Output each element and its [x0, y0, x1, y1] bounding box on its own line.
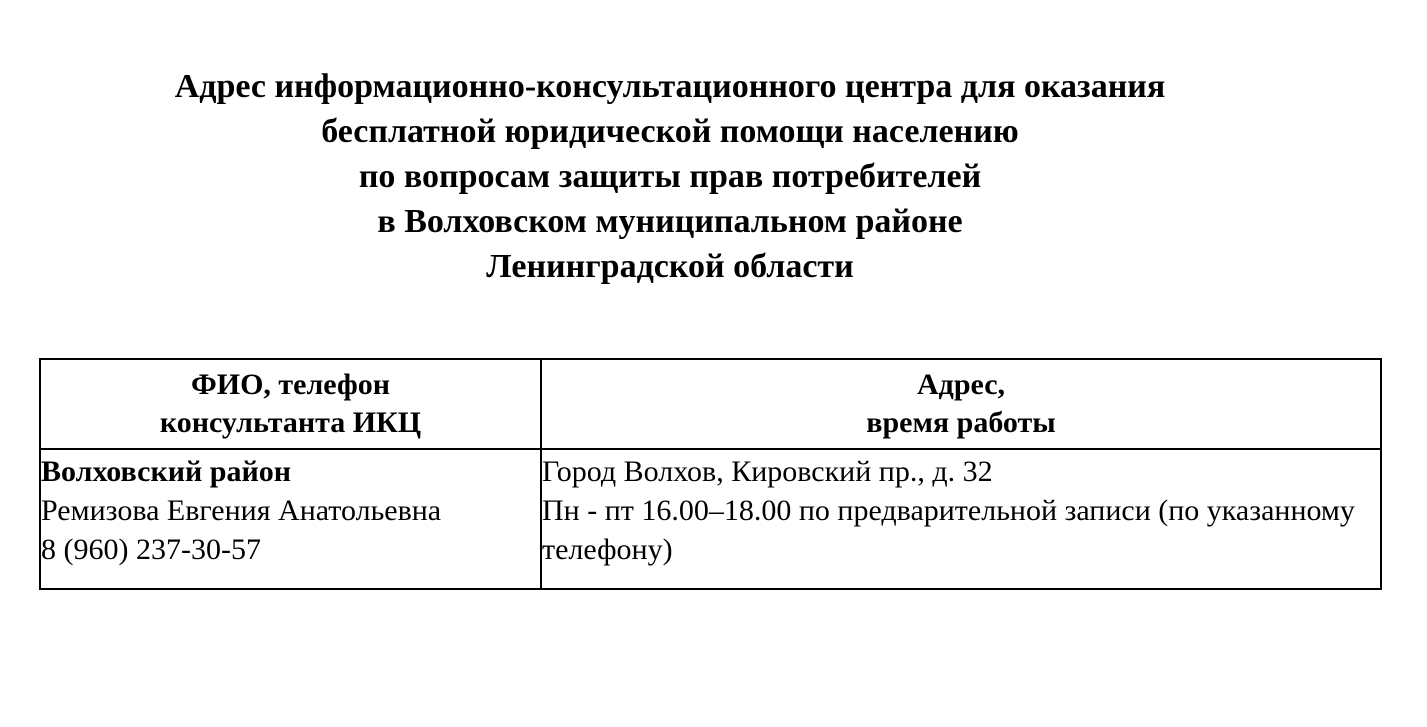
table-header-row — [40, 359, 1381, 449]
consultant-name: Ремизова Евгения Анатольевна — [41, 494, 442, 527]
title-line-5: Ленинградской области — [486, 248, 854, 285]
title-line-4: в Волховском муниципальном районе — [377, 203, 963, 240]
consultant-phone: 8 (960) 237-30-57 — [41, 533, 261, 566]
title-line-2: бесплатной юридической помощи населению — [321, 113, 1019, 150]
title-line-3: по вопросам защиты прав потребителей — [358, 158, 982, 195]
header-address-line-2: время работы — [866, 406, 1056, 439]
table-row — [40, 449, 1381, 589]
address-cell — [541, 449, 1381, 589]
consultation-center-table — [39, 358, 1382, 590]
consultant-cell — [40, 449, 541, 589]
header-address-line-1: Адрес, — [916, 368, 1006, 401]
header-consultant — [40, 359, 541, 449]
district-name: Волховский район — [41, 455, 292, 488]
center-address: Город Волхов, Кировский пр., д. 32 — [542, 455, 993, 488]
header-consultant-line-1: ФИО, телефон — [190, 368, 391, 401]
title-line-1: Адрес информационно-консультационного центра для оказания — [174, 68, 1166, 105]
header-consultant-line-2: консультанта ИКЦ — [159, 406, 422, 439]
header-address — [541, 359, 1381, 449]
document-title — [0, 64, 1340, 289]
working-hours: Пн - пт 16.00–18.00 по предварительной записи (по указанному телефону) — [542, 494, 1355, 566]
